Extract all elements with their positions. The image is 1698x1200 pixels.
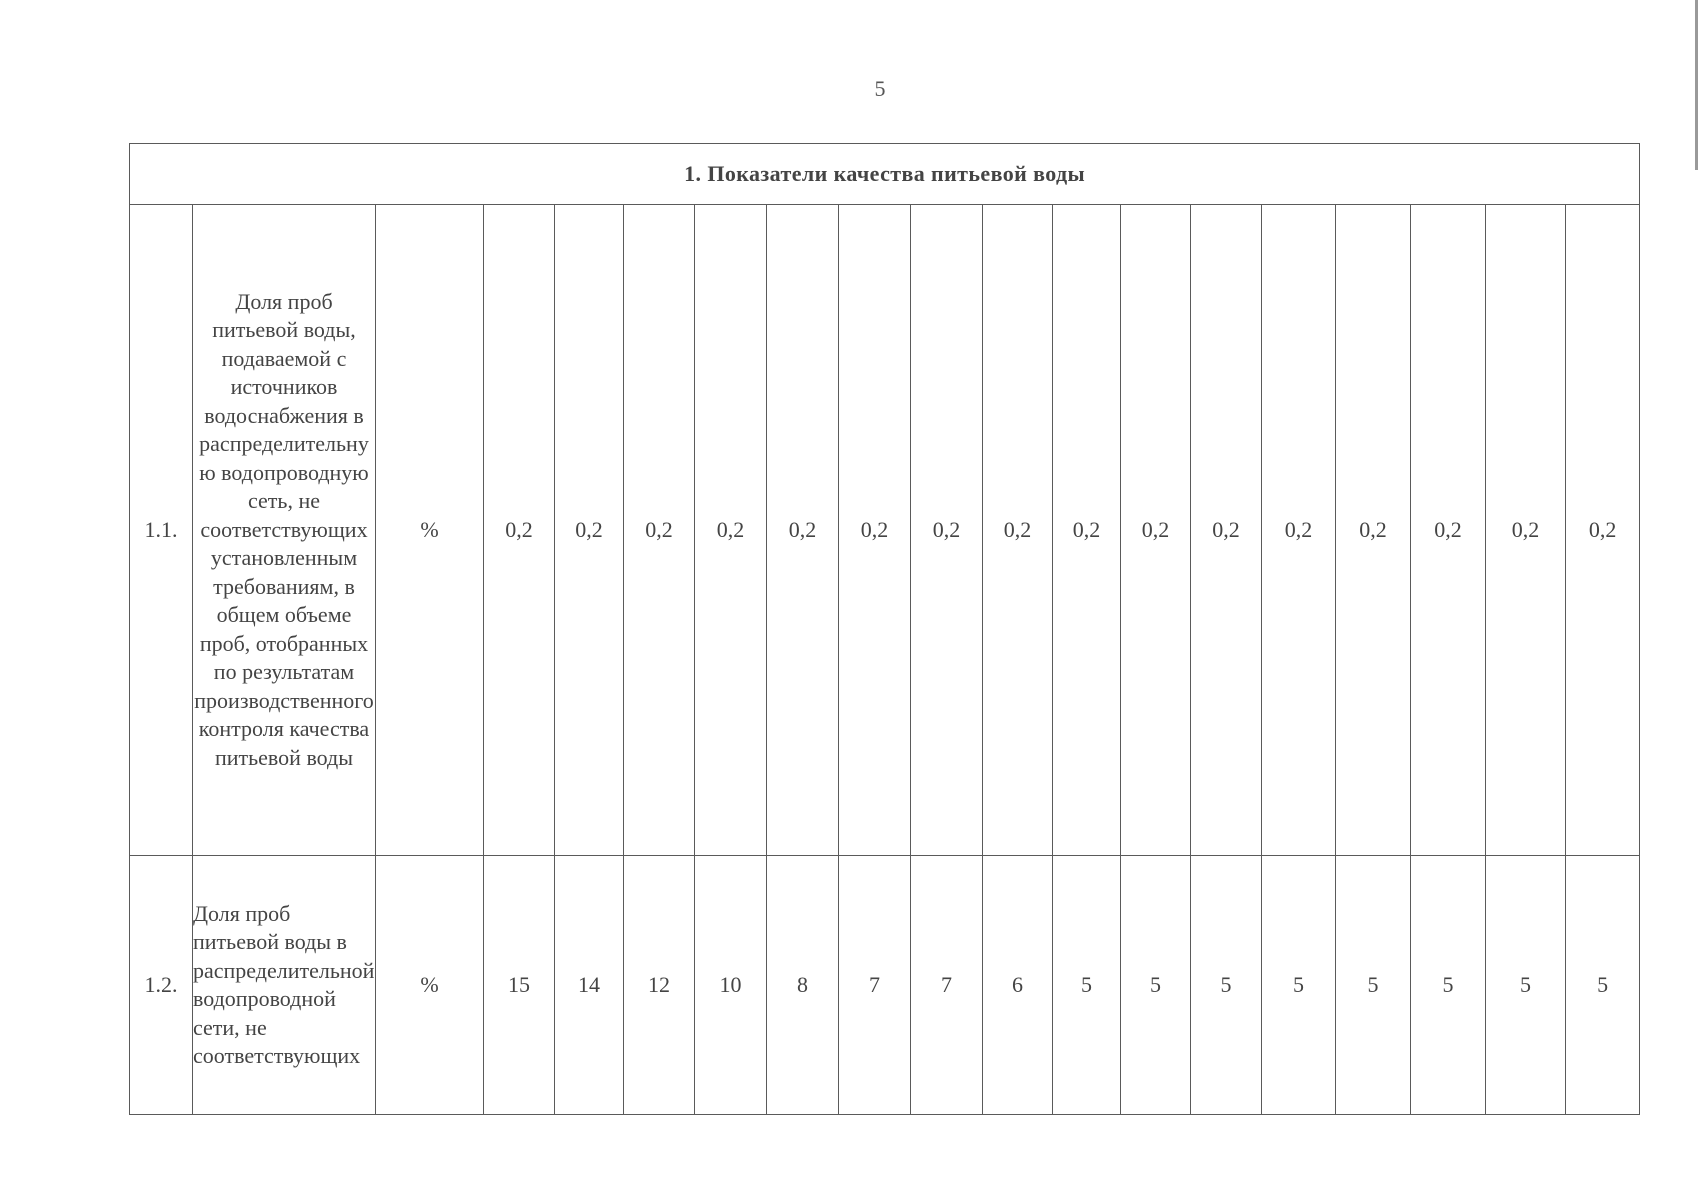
value-cell: 15	[484, 856, 555, 1115]
value-cell: 7	[911, 856, 983, 1115]
value-cell: 10	[695, 856, 767, 1115]
row-description: Доля проб питьевой воды в распределительной водопроводной сети, не соответствующих	[193, 856, 376, 1115]
value-cell: 0,2	[983, 205, 1053, 856]
value-cell: 0,2	[695, 205, 767, 856]
value-cell: 0,2	[839, 205, 911, 856]
value-cell: 5	[1262, 856, 1336, 1115]
value-cell: 0,2	[484, 205, 555, 856]
value-cell: 0,2	[624, 205, 695, 856]
row-number: 1.1.	[130, 205, 193, 856]
section-header-row	[130, 144, 1640, 205]
value-cell: 0,2	[1121, 205, 1191, 856]
page-number: 5	[874, 76, 886, 101]
value-cell: 12	[624, 856, 695, 1115]
value-cell: 0,2	[1486, 205, 1566, 856]
value-cell: 0,2	[1191, 205, 1262, 856]
value-cell: 0,2	[911, 205, 983, 856]
value-cell: 5	[1053, 856, 1121, 1115]
row-number: 1.2.	[130, 856, 193, 1115]
value-cell: 5	[1486, 856, 1566, 1115]
section-title: 1. Показатели качества питьевой воды	[130, 144, 1640, 205]
value-cell: 0,2	[1411, 205, 1486, 856]
value-cell: 0,2	[1336, 205, 1411, 856]
row-unit: %	[376, 856, 484, 1115]
value-cell: 0,2	[1566, 205, 1640, 856]
value-cell: 5	[1566, 856, 1640, 1115]
table-row	[130, 856, 1640, 1115]
value-cell: 0,2	[767, 205, 839, 856]
row-description: Доля проб питьевой воды, подаваемой с источников водоснабжения в распределительную водопроводную сеть, не соответствующих установленным требованиям, в общем объеме проб, отобранных по результатам производственного контроля качества питьевой воды	[193, 205, 376, 856]
value-cell: 8	[767, 856, 839, 1115]
value-cell: 14	[555, 856, 624, 1115]
value-cell: 0,2	[1053, 205, 1121, 856]
value-cell: 6	[983, 856, 1053, 1115]
value-cell: 0,2	[555, 205, 624, 856]
value-cell: 5	[1336, 856, 1411, 1115]
value-cell: 5	[1121, 856, 1191, 1115]
row-unit: %	[376, 205, 484, 856]
value-cell: 0,2	[1262, 205, 1336, 856]
value-cell: 5	[1411, 856, 1486, 1115]
table-row	[130, 205, 1640, 856]
value-cell: 7	[839, 856, 911, 1115]
value-cell: 5	[1191, 856, 1262, 1115]
indicators-table	[129, 143, 1640, 1115]
